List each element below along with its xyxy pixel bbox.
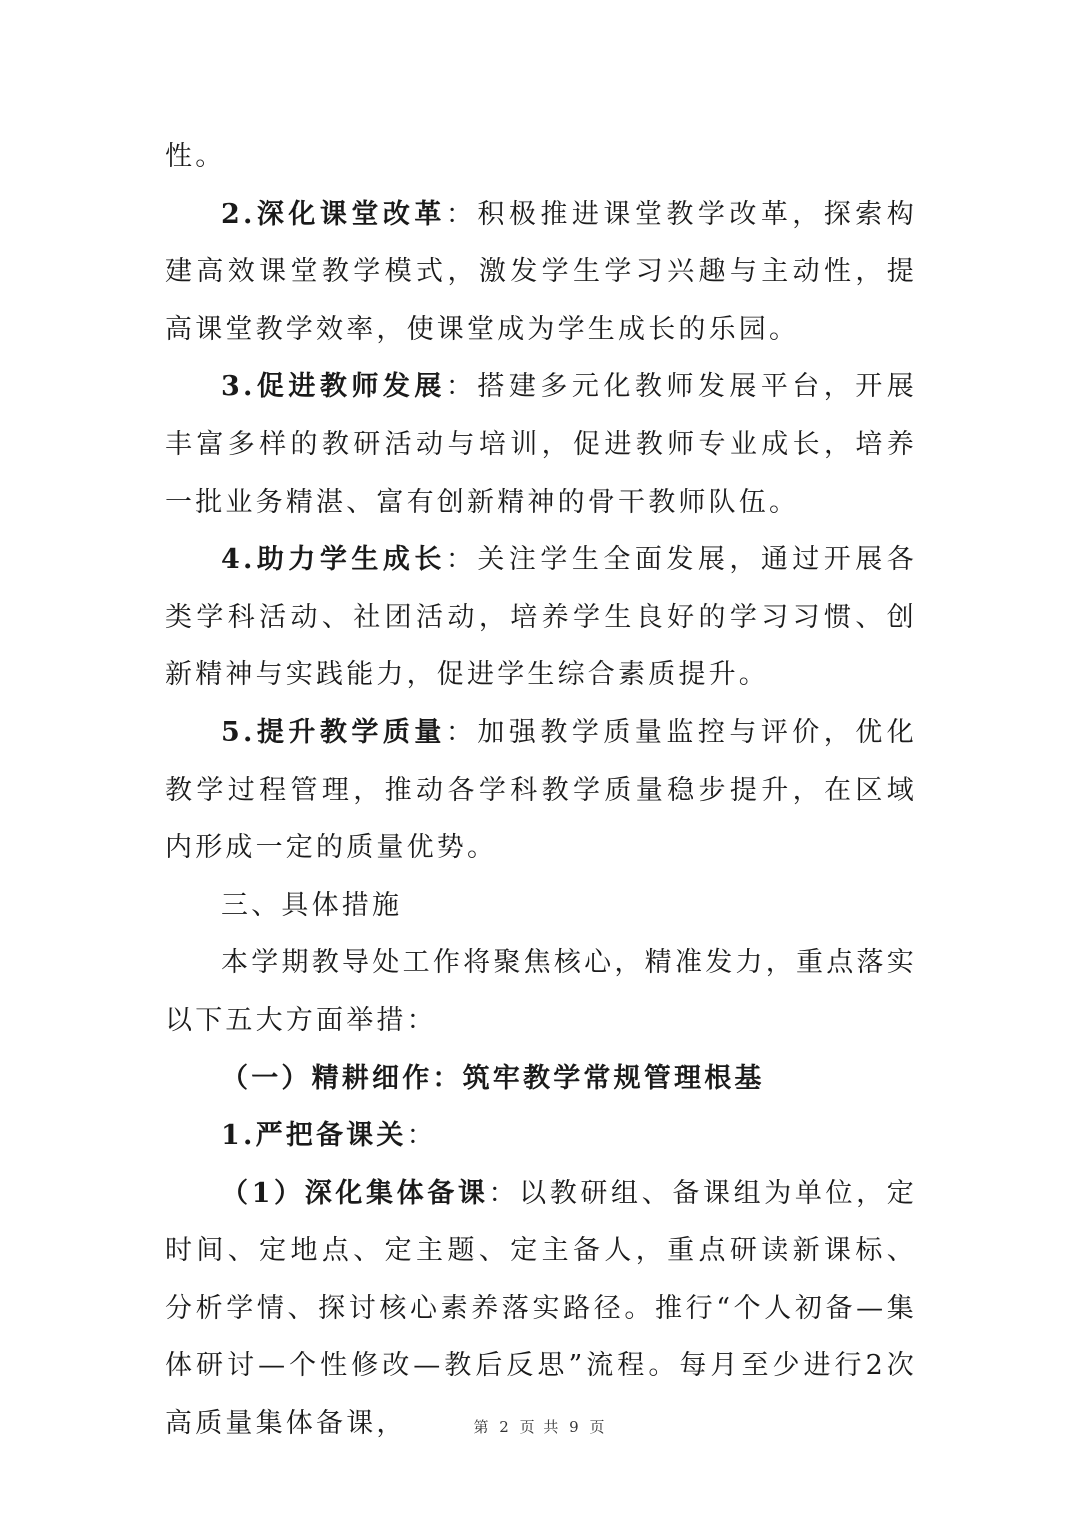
paragraph-goal-2 (165, 186, 917, 359)
document-body (165, 128, 917, 1453)
paragraph-goal-4 (165, 531, 917, 704)
subsection-heading-1 (165, 1050, 917, 1108)
paragraph-text: ：以教研组、备课组为单位，定时间、定地点、定主题、定主备人，重点研读新课标、分析学情、探讨核心素养落实路径。推行“个人初备—集体研讨—个性修改—教后反思”流程。每月至少进行2次高质量集体备课， (165, 1177, 917, 1440)
paragraph-text: ：积极推进课堂教学改革，探索构建高效课堂教学模式，激发学生学习兴趣与主动性，提高课堂教学效率，使课堂成为学生成长的乐园。 (165, 198, 917, 345)
paragraph-goal-3 (165, 358, 917, 531)
paragraph-text: ： (406, 1120, 437, 1152)
section-heading-measures (165, 877, 917, 935)
paragraph-text: 本学期教导处工作将聚焦核心，精准发力，重点落实以下五大方面举措： (165, 947, 917, 1036)
item-heading-lesson-prep (165, 1107, 917, 1165)
paragraph-continuation (165, 128, 917, 186)
paragraph-intro (165, 934, 917, 1049)
page-footer (0, 1416, 1080, 1437)
footer-middle: 页 共 (519, 1418, 561, 1436)
paragraph-lead: 4.助力学生成长 (221, 544, 446, 576)
paragraph-lead: 2.深化课堂改革 (221, 198, 446, 230)
footer-prefix: 第 (473, 1418, 491, 1436)
paragraph-lead: （1）深化集体备课 (221, 1177, 489, 1209)
paragraph-lead: （一）精耕细作：筑牢教学常规管理根基 (221, 1062, 765, 1094)
paragraph-text: ：搭建多元化教师发展平台，开展丰富多样的教研活动与培训，促进教师专业成长，培养一批业务精湛、富有创新精神的骨干教师队伍。 (165, 371, 917, 518)
paragraph-text: 性。 (165, 141, 226, 172)
footer-suffix: 页 (589, 1418, 607, 1436)
paragraph-text: ：加强教学质量监控与评价，优化教学过程管理，推动各学科教学质量稳步提升，在区域内形成一定的质量优势。 (165, 716, 917, 864)
paragraph-lead: 1.严把备课关 (221, 1120, 407, 1152)
paragraph-goal-5 (165, 704, 917, 877)
paragraph-text: ：关注学生全面发展，通过开展各类学科活动、社团活动，培养学生良好的学习习惯、创新精神与实践能力，促进学生综合素质提升。 (165, 544, 917, 691)
footer-total-pages: 9 (569, 1418, 581, 1436)
footer-page-number: 2 (499, 1418, 511, 1436)
paragraph-lead: 3.促进教师发展 (221, 371, 446, 403)
paragraph-collective-prep (165, 1165, 917, 1453)
paragraph-lead: 5.提升教学质量 (221, 716, 446, 748)
paragraph-text: 三、具体措施 (221, 889, 403, 921)
